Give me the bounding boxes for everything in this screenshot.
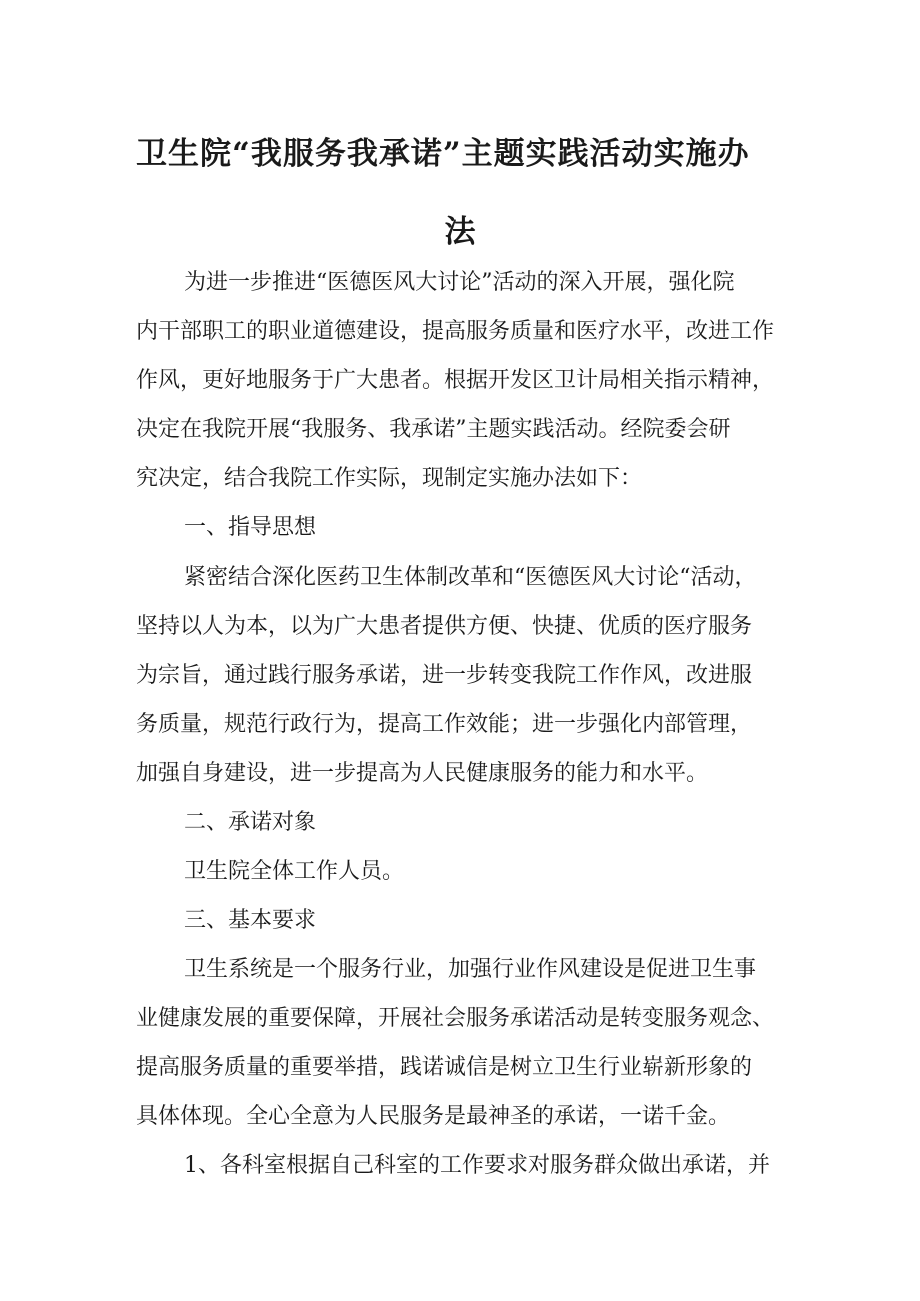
- paragraph-line: 务质量，规范行政行为，提高工作效能；进一步强化内部管理，: [136, 712, 753, 737]
- paragraph-line: 为进一步推进“医德医风大讨论”活动的深入开展，强化院: [184, 270, 735, 295]
- section-heading: 三、基本要求: [184, 908, 317, 933]
- document-title-line-1: 卫生院“我服务我承诺”主题实践活动实施办: [136, 136, 750, 172]
- paragraph-line: 加强自身建设，进一步提高为人民健康服务的能力和水平。: [136, 761, 709, 786]
- paragraph-line: 具体体现。全心全意为人民服务是最神圣的承诺，一诺千金。: [136, 1104, 731, 1129]
- paragraph-line: 1、各科室根据自己科室的工作要求对服务群众做出承诺，并: [184, 1153, 770, 1178]
- paragraph-line: 提高服务质量的重要举措，践诺诚信是树立卫生行业崭新形象的: [136, 1055, 753, 1080]
- paragraph-line: 卫生系统是一个服务行业，加强行业作风建设是促进卫生事: [184, 957, 757, 982]
- paragraph-line: 卫生院全体工作人员。: [184, 859, 405, 884]
- paragraph-line: 为宗旨，通过践行服务承诺，进一步转变我院工作作风，改进服: [136, 663, 753, 688]
- paragraph-line: 业健康发展的重要保障，开展社会服务承诺活动是转变服务观念、: [136, 1006, 775, 1031]
- paragraph-line: 内干部职工的职业道德建设，提高服务质量和医疗水平，改进工作: [136, 319, 775, 344]
- section-heading: 一、指导思想: [184, 515, 317, 540]
- paragraph-line: 紧密结合深化医药卫生体制改革和“医德医风大讨论“活动，: [184, 565, 757, 590]
- document-title-line-2: 法: [444, 214, 476, 250]
- paragraph-line: 究决定，结合我院工作实际，现制定实施办法如下：: [136, 466, 643, 491]
- section-heading: 二、承诺对象: [184, 810, 317, 835]
- paragraph-line: 决定在我院开展“我服务、我承诺”主题实践活动。经院委会研: [136, 417, 731, 442]
- paragraph-line: 坚持以人为本，以为广大患者提供方便、快捷、优质的医疗服务: [136, 614, 753, 639]
- paragraph-line: 作风，更好地服务于广大患者。根据开发区卫计局相关指示精神，: [136, 368, 775, 393]
